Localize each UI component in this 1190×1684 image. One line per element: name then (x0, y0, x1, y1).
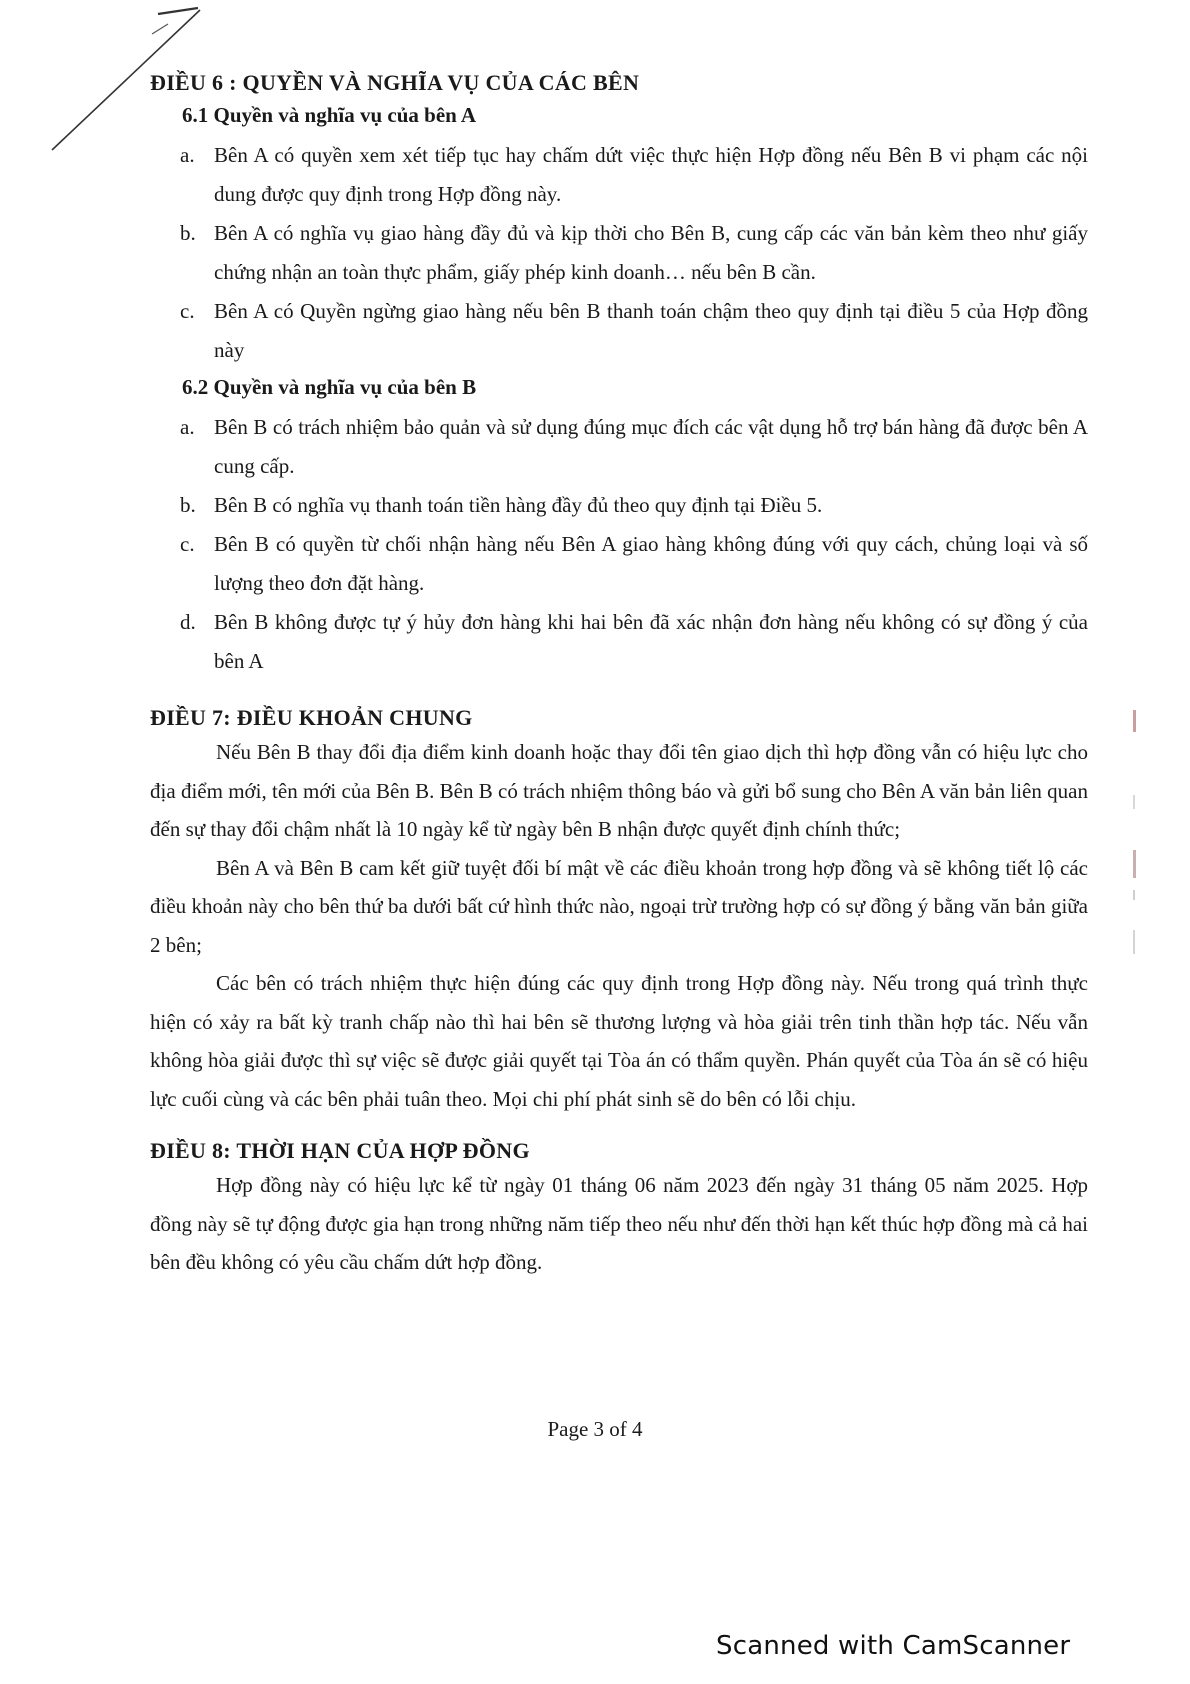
list-item (180, 292, 1088, 370)
document-body (150, 68, 1088, 1282)
list-item (180, 525, 1088, 603)
list-item-label: b. (180, 493, 196, 517)
article-8-title: ĐIỀU 8: THỜI HẠN CỦA HỢP ĐỒNG (150, 1138, 530, 1163)
list-item-text: Bên A có Quyền ngừng giao hàng nếu bên B thanh toán chậm theo quy định tại điều 5 của Hợp đồng này (214, 299, 1088, 362)
list-item-label: c. (180, 299, 195, 323)
list-item (180, 214, 1088, 292)
list-item (180, 408, 1088, 486)
article-8-paragraph: Hợp đồng này có hiệu lực kể từ ngày 01 tháng 06 năm 2023 đến ngày 31 tháng 05 năm 2025. Hợp đồng này sẽ tự động được gia hạn trong những năm tiếp theo nếu như đến thời hạn kết thúc hợp đồng mà cả hai bên đều không có yêu cầu chấm dứt hợp đồng. (150, 1173, 1088, 1274)
list-item-text: Bên B có trách nhiệm bảo quản và sử dụng đúng mục đích các vật dụng hỗ trợ bán hàng đã được bên A cung cấp. (214, 415, 1088, 478)
article-7-paragraph: Nếu Bên B thay đổi địa điểm kinh doanh hoặc thay đổi tên giao dịch thì hợp đồng vẫn có hiệu lực cho địa điểm mới, tên mới của Bên B. Bên B có trách nhiệm thông báo và gửi bổ sung cho Bên A văn bản liên quan đến sự thay đổi chậm nhất là 10 ngày kể từ ngày bên B nhận được quyết định chính thức; (150, 740, 1088, 841)
article-7-title: ĐIỀU 7: ĐIỀU KHOẢN CHUNG (150, 705, 473, 730)
list-item-label: c. (180, 532, 195, 556)
list-item-text: Bên B không được tự ý hủy đơn hàng khi hai bên đã xác nhận đơn hàng nếu không có sự đồng ý của bên A (214, 610, 1088, 673)
section-6-1-title: 6.1 Quyền và nghĩa vụ của bên A (182, 103, 477, 127)
article-7-paragraph: Các bên có trách nhiệm thực hiện đúng các quy định trong Hợp đồng này. Nếu trong quá trình thực hiện có xảy ra bất kỳ tranh chấp nào thì hai bên sẽ thương lượng và hòa giải trên tinh thần hợp tác. Nếu vẫn không hòa giải được thì sự việc sẽ được giải quyết tại Tòa án có thẩm quyền. Phán quyết của Tòa án sẽ có hiệu lực cuối cùng và các bên phải tuân theo. Mọi chi phí phát sinh sẽ do bên có lỗi chịu. (150, 971, 1088, 1111)
list-item-text: Bên A có quyền xem xét tiếp tục hay chấm dứt việc thực hiện Hợp đồng nếu Bên B vi phạm các nội dung được quy định trong Hợp đồng này. (214, 143, 1088, 206)
camscanner-watermark: Scanned with CamScanner (716, 1631, 1071, 1661)
section-6-2-title: 6.2 Quyền và nghĩa vụ của bên B (182, 375, 477, 399)
list-item (180, 603, 1088, 681)
article-7-paragraph: Bên A và Bên B cam kết giữ tuyệt đối bí mật về các điều khoản trong hợp đồng và sẽ không tiết lộ các điều khoản này cho bên thứ ba dưới bất cứ hình thức nào, ngoại trừ trường hợp có sự đồng ý bằng văn bản giữa 2 bên; (150, 855, 1088, 957)
list-item-text: Bên B có nghĩa vụ thanh toán tiền hàng đầy đủ theo quy định tại Điều 5. (214, 493, 823, 517)
list-item-label: a. (180, 143, 195, 167)
list-item-label: b. (180, 221, 196, 245)
list-item (180, 136, 1088, 214)
list-item (180, 486, 1088, 525)
article-6-title: ĐIỀU 6 : QUYỀN VÀ NGHĨA VỤ CỦA CÁC BÊN (150, 70, 640, 95)
page-number: Page 3 of 4 (547, 1417, 643, 1441)
list-item-text: Bên A có nghĩa vụ giao hàng đầy đủ và kịp thời cho Bên B, cung cấp các văn bản kèm theo như giấy chứng nhận an toàn thực phẩm, giấy phép kinh doanh… nếu bên B cần. (214, 221, 1088, 284)
list-item-label: d. (180, 610, 196, 634)
list-item-label: a. (180, 415, 195, 439)
list-item-text: Bên B có quyền từ chối nhận hàng nếu Bên A giao hàng không đúng với quy cách, chủng loại và số lượng theo đơn đặt hàng. (214, 532, 1088, 595)
scan-edge-marks (1125, 700, 1145, 1000)
